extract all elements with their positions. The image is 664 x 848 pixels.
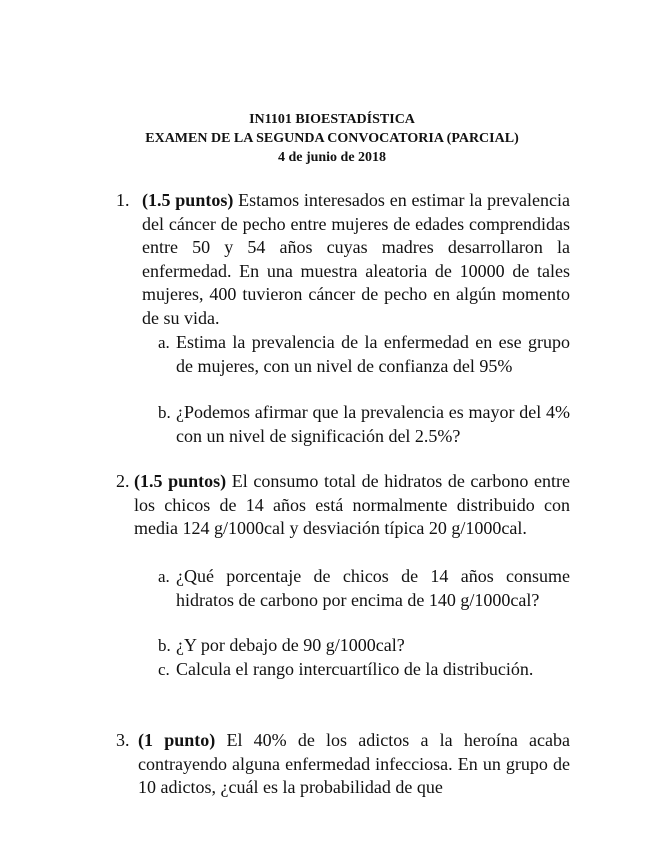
subitem-text: ¿Podemos afirmar que la prevalencia es mayor del 4% con un nivel de significación del 2.5%? [176, 402, 570, 446]
exam-date: 4 de junio de 2018 [277, 150, 387, 165]
exam-title: EXAMEN DE LA SEGUNDA CONVOCATORIA (PARCIAL) [145, 131, 519, 146]
subitem-text: Estima la prevalencia de la enfermedad en ese grupo de mujeres, con un nivel de confianza del 95% [176, 332, 570, 376]
subitem-letter: b. [158, 636, 171, 655]
question-points: (1.5 puntos) [142, 190, 234, 210]
question-number: 1. [116, 190, 130, 210]
question-text [138, 729, 570, 800]
exam-header [0, 110, 664, 167]
subitem-letter: a. [158, 567, 170, 586]
question-statement: Estamos interesados en estimar la prevalencia del cáncer de pecho entre mujeres de edades comprendidas entre 50 y 54 años cuyas madres desarrollaron la enfermedad. En una muestra aleatoria de 10000 de tales mujeres, 400 tuvieron cáncer de pecho en algún momento de su vida. [142, 190, 571, 328]
question-statement: El consumo total de hidratos de carbono entre los chicos de 14 años está normalmente distribuido con media 124 g/1000cal y desviación típica 20 g/1000cal. [134, 471, 570, 538]
course-title: IN1101 BIOESTADÍSTICA [249, 112, 415, 127]
subitem-letter: a. [158, 333, 170, 352]
question-statement: El 40% de los adictos a la heroína acaba contrayendo alguna enfermedad infecciosa. En un grupo de 10 adictos, ¿cuál es la probabilidad de que [138, 730, 571, 797]
question-number: 2. [116, 471, 130, 491]
question-points: (1.5 puntos) [134, 471, 227, 491]
subitem-text: Calcula el rango intercuartílico de la distribución. [176, 659, 534, 679]
question-text [134, 470, 570, 541]
question-number: 3. [116, 730, 130, 750]
subitem-text: ¿Y por debajo de 90 g/1000cal? [176, 635, 405, 655]
subitem-text: ¿Qué porcentaje de chicos de 14 años consume hidratos de carbono por encima de 140 g/1000cal? [176, 566, 570, 610]
subitem-letter: b. [158, 403, 171, 422]
question-text [142, 189, 570, 330]
question-points: (1 punto) [138, 730, 216, 750]
subitem-letter: c. [158, 660, 170, 679]
